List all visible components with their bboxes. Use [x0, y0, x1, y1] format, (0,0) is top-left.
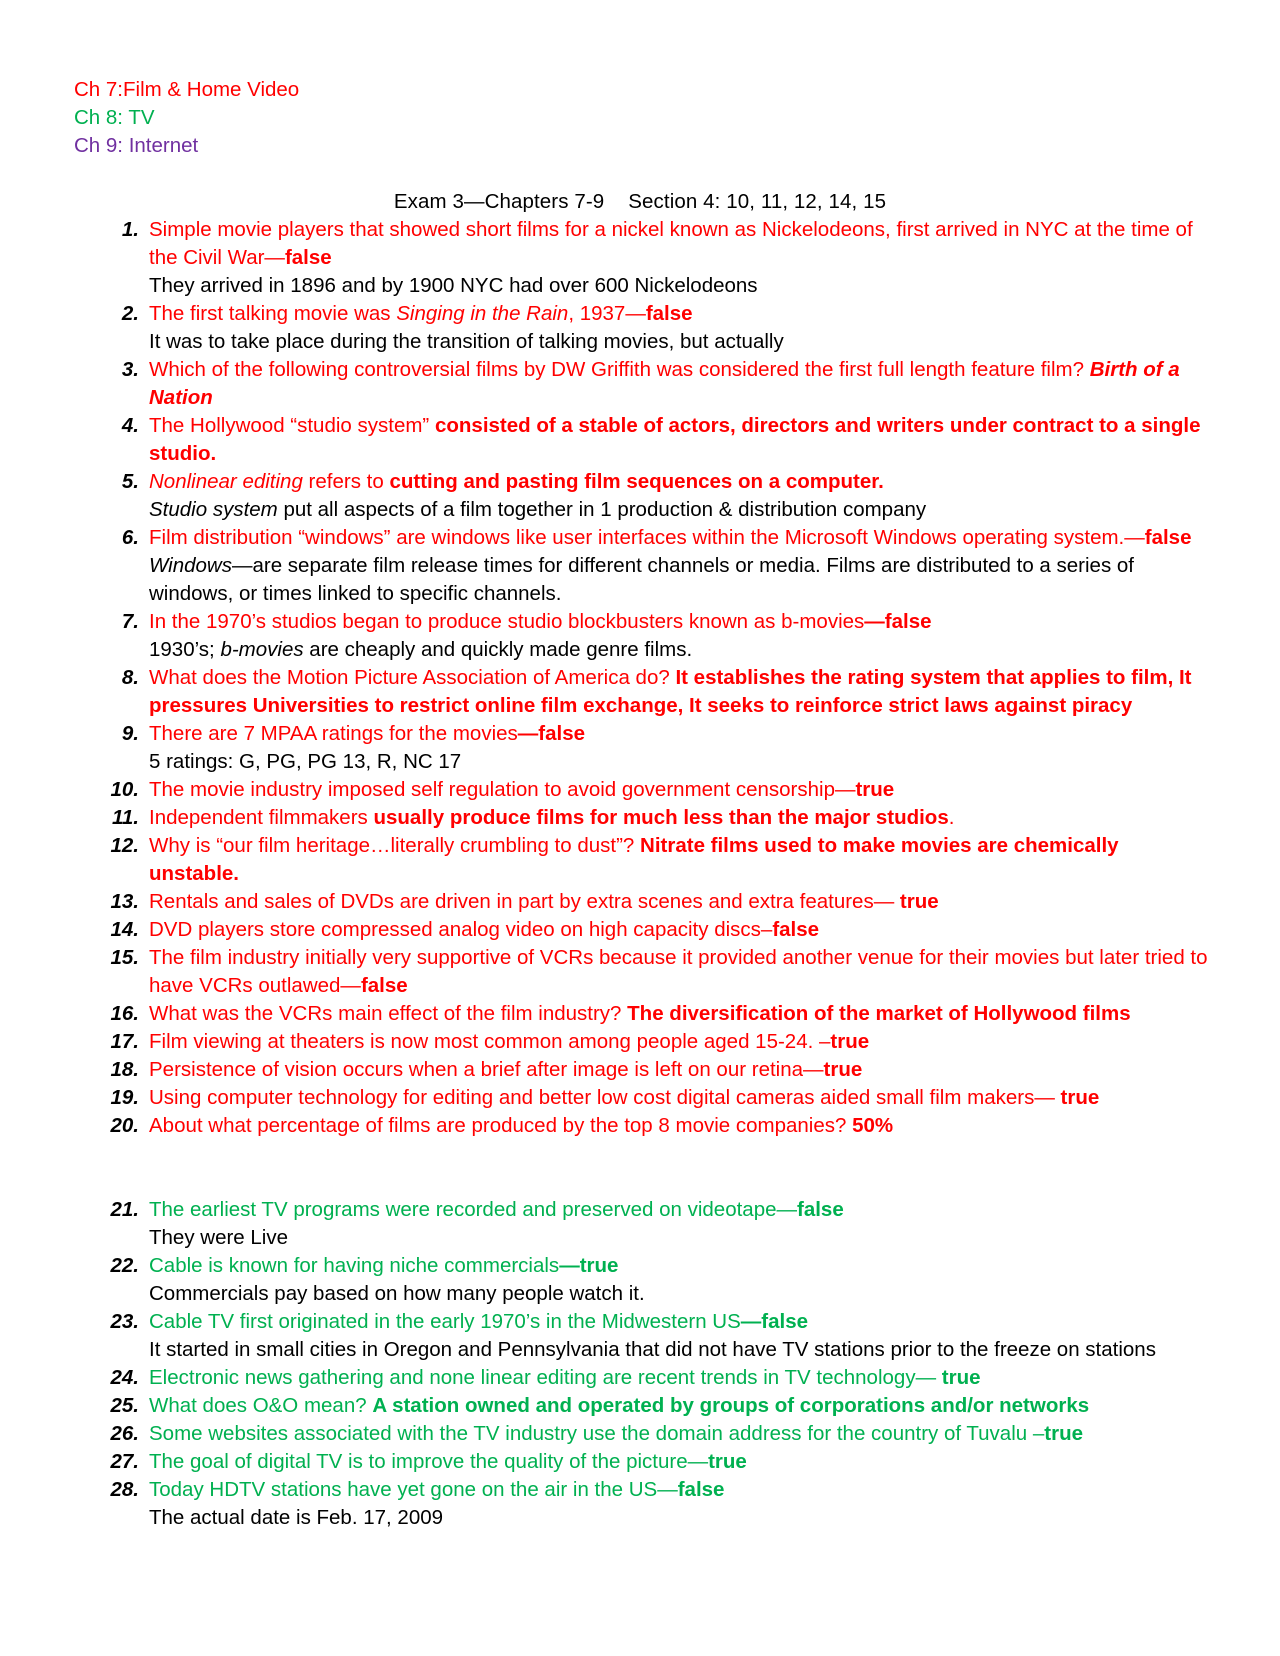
question-stem: About what percentage of films are produced by the top 8 movie companies? [149, 1114, 853, 1137]
chapter-9-label: Ch 9: Internet [74, 134, 199, 157]
question-number: 20. [110, 1114, 139, 1137]
question-stem-end: . [948, 806, 955, 829]
question-stem: The earliest TV programs were recorded and preserved on videotape— [149, 1198, 797, 1221]
question-answer: true [1044, 1422, 1083, 1445]
question-item [0, 664, 1280, 720]
question-number: 26. [110, 1422, 139, 1445]
question-stem: The Hollywood “studio system” [149, 414, 435, 437]
question-answer: 50% [852, 1114, 894, 1137]
answer-explanation [149, 1336, 1208, 1364]
question-item [0, 832, 1280, 888]
question-text [149, 1392, 1208, 1420]
exam-title [0, 188, 1280, 216]
question-answer: false [1144, 526, 1192, 549]
question-italic-term: Nonlinear editing [149, 470, 303, 493]
question-number: 21. [110, 1198, 139, 1221]
question-text [149, 1112, 1208, 1140]
explanation-text: Commercials pay based on how many people watch it. [149, 1282, 645, 1305]
answer-explanation [149, 1504, 1208, 1532]
question-item [0, 776, 1280, 804]
question-item [0, 1028, 1280, 1056]
explanation-italic-term: b-movies [220, 638, 304, 661]
question-number: 25. [110, 1394, 139, 1417]
question-item [0, 300, 1280, 356]
question-answer: cutting and pasting film sequences on a computer. [389, 470, 884, 493]
question-item [0, 412, 1280, 468]
question-stem: Persistence of vision occurs when a brief after image is left on our retina— [149, 1058, 824, 1081]
question-answer: It establishes the rating system that applies to film, It pressures Universities to restrict online film exchange, It seeks to reinforce strict laws against piracy [149, 666, 1192, 717]
question-text [149, 776, 1208, 804]
explanation-text: put all aspects of a film together in 1 production & distribution company [277, 498, 927, 521]
question-answer: true [830, 1030, 870, 1053]
question-item [0, 468, 1280, 524]
question-stem: Cable TV first originated in the early 1970’s in the Midwestern US [149, 1310, 741, 1333]
question-stem-continued: , 1937— [568, 302, 646, 325]
question-text [149, 608, 1208, 636]
question-answer: consisted of a stable of actors, directors and writers under contract to a single studio. [149, 414, 1201, 465]
answer-explanation [149, 496, 1208, 524]
question-text [149, 832, 1208, 888]
question-answer: false [360, 974, 408, 997]
question-answer: true [708, 1450, 747, 1473]
question-item [0, 1364, 1280, 1392]
question-answer: false [772, 918, 820, 941]
question-text [149, 300, 1208, 328]
question-item [0, 1308, 1280, 1364]
question-answer: true [855, 778, 895, 801]
question-item [0, 356, 1280, 412]
question-number: 1. [121, 218, 139, 241]
explanation-text: —are separate film release times for different channels or media. Films are distributed to a series of windows, or times linked to specific channels. [149, 554, 1135, 605]
question-text [149, 216, 1208, 272]
question-item [0, 1476, 1280, 1532]
question-text [149, 720, 1208, 748]
question-stem: The first talking movie was [149, 302, 397, 325]
question-text [149, 1308, 1208, 1336]
explanation-text: They were Live [149, 1226, 289, 1249]
question-number: 9. [121, 722, 139, 745]
question-text [149, 944, 1208, 1000]
question-number: 5. [121, 470, 139, 493]
question-answer: true [823, 1058, 863, 1081]
explanation-text: They arrived in 1896 and by 1900 NYC had over 600 Nickelodeons [149, 274, 758, 297]
question-number: 10. [110, 778, 139, 801]
question-number: 7. [121, 610, 139, 633]
question-item [0, 944, 1280, 1000]
exam-title-section: Section 4: 10, 11, 12, 14, 15 [628, 190, 887, 213]
question-number: 15. [110, 946, 139, 969]
question-italic-term: Singing in the Rain [396, 302, 569, 325]
answer-explanation [149, 748, 1208, 776]
question-item [0, 1196, 1280, 1252]
question-number: 17. [110, 1030, 139, 1053]
chapter-7-label: Ch 7:Film & Home Video [74, 78, 300, 101]
question-number: 13. [110, 890, 139, 913]
question-stem: The film industry initially very supportive of VCRs because it provided another venue for their movies but later tried to have VCRs outlawed— [149, 946, 1208, 997]
question-item [0, 1420, 1280, 1448]
question-stem: In the 1970’s studios began to produce studio blockbusters known as b-movies [149, 610, 865, 633]
question-text [149, 1196, 1208, 1224]
question-number: 6. [121, 526, 139, 549]
section-spacer [0, 1140, 1280, 1196]
question-answer: —true [559, 1254, 619, 1277]
question-stem: Today HDTV stations have yet gone on the air in the US— [149, 1478, 678, 1501]
question-number: 3. [121, 358, 139, 381]
question-number: 28. [110, 1478, 139, 1501]
question-stem: Which of the following controversial films by DW Griffith was considered the first full length feature film? [149, 358, 1090, 381]
question-item [0, 1392, 1280, 1420]
answer-explanation [149, 272, 1208, 300]
question-answer: false [797, 1198, 844, 1221]
question-item [0, 524, 1280, 608]
question-stem: Some websites associated with the TV industry use the domain address for the country of Tuvalu – [149, 1422, 1045, 1445]
question-answer: true [941, 1366, 981, 1389]
question-answer: false [645, 302, 693, 325]
question-number: 4. [121, 414, 139, 437]
question-answer: false [284, 246, 332, 269]
question-text [149, 1448, 1208, 1476]
explanation-prefix: 1930’s; [149, 638, 221, 661]
question-text [149, 356, 1208, 412]
explanation-italic-term: Windows [149, 554, 232, 577]
question-stem: What does O&O mean? [149, 1394, 373, 1417]
question-answer: true [899, 890, 939, 913]
question-text [149, 412, 1208, 468]
chapter-legend [74, 76, 299, 160]
question-answer: false [677, 1478, 725, 1501]
question-answer: Birth of a Nation [149, 358, 1180, 409]
question-stem: Electronic news gathering and none linear editing are recent trends in TV technology— [149, 1366, 942, 1389]
question-answer: —false [864, 610, 932, 633]
exam-title-main: Exam 3—Chapters 7-9 [393, 190, 605, 213]
question-number: 12. [110, 834, 139, 857]
question-item [0, 1084, 1280, 1112]
question-number: 8. [121, 666, 139, 689]
question-answer: usually produce films for much less than the major studios [373, 806, 949, 829]
question-text [149, 1252, 1208, 1280]
question-stem: The goal of digital TV is to improve the quality of the picture— [149, 1450, 709, 1473]
question-text [149, 1476, 1208, 1504]
question-text [149, 1364, 1208, 1392]
answer-explanation [149, 1224, 1208, 1252]
question-answer: true [1060, 1086, 1100, 1109]
question-stem: The movie industry imposed self regulation to avoid government censorship— [149, 778, 856, 801]
question-answer: The diversification of the market of Hollywood films [627, 1002, 1131, 1025]
question-list [0, 216, 1280, 1532]
question-text [149, 1420, 1208, 1448]
explanation-text: 5 ratings: G, PG, PG 13, R, NC 17 [149, 750, 462, 773]
question-stem: Rentals and sales of DVDs are driven in part by extra scenes and extra features— [149, 890, 900, 913]
question-answer: A station owned and operated by groups of corporations and/or networks [372, 1394, 1090, 1417]
question-number: 16. [110, 1002, 139, 1025]
question-text [149, 1028, 1208, 1056]
question-number: 11. [112, 806, 139, 829]
question-stem: Film viewing at theaters is now most common among people aged 15-24. – [149, 1030, 831, 1053]
question-number: 18. [110, 1058, 139, 1081]
explanation-text: are cheaply and quickly made genre films. [303, 638, 693, 661]
question-stem: Why is “our film heritage…literally crumbling to dust”? [149, 834, 641, 857]
chapter-8-label: Ch 8: TV [74, 106, 155, 129]
question-number: 19. [110, 1086, 139, 1109]
question-item [0, 1252, 1280, 1308]
answer-explanation [149, 328, 1208, 356]
question-item [0, 888, 1280, 916]
question-text [149, 468, 1208, 496]
question-stem: There are 7 MPAA ratings for the movies [149, 722, 518, 745]
question-stem: What does the Motion Picture Association of America do? [149, 666, 676, 689]
question-number: 27. [110, 1450, 139, 1473]
question-stem-continued: refers to [302, 470, 390, 493]
question-number: 22. [110, 1254, 139, 1277]
question-item [0, 804, 1280, 832]
question-item [0, 1000, 1280, 1028]
question-item [0, 216, 1280, 300]
explanation-italic-term: Studio system [149, 498, 278, 521]
question-item [0, 916, 1280, 944]
question-item [0, 1448, 1280, 1476]
question-item [0, 608, 1280, 664]
question-stem: Using computer technology for editing and better low cost digital cameras aided small film makers— [149, 1086, 1061, 1109]
question-text [149, 888, 1208, 916]
question-text [149, 664, 1208, 720]
question-number: 23. [110, 1310, 139, 1333]
explanation-text: It started in small cities in Oregon and Pennsylvania that did not have TV stations prior to the freeze on stations [149, 1338, 1156, 1361]
answer-explanation [149, 552, 1208, 608]
question-number: 2. [121, 302, 139, 325]
explanation-text: The actual date is Feb. 17, 2009 [149, 1506, 444, 1529]
question-stem: DVD players store compressed analog video on high capacity discs– [149, 918, 773, 941]
answer-explanation [149, 636, 1208, 664]
question-answer: —false [740, 1310, 809, 1333]
question-item [0, 1112, 1280, 1140]
question-answer: —false [517, 722, 586, 745]
question-stem: What was the VCRs main effect of the film industry? [149, 1002, 628, 1025]
question-item [0, 720, 1280, 776]
question-text [149, 804, 1208, 832]
question-stem: Independent filmmakers [149, 806, 374, 829]
question-text [149, 916, 1208, 944]
question-text [149, 1000, 1208, 1028]
question-item [0, 1056, 1280, 1084]
answer-explanation [149, 1280, 1208, 1308]
explanation-text: It was to take place during the transition of talking movies, but actually [149, 330, 784, 353]
question-text [149, 1056, 1208, 1084]
question-answer: Nitrate films used to make movies are chemically unstable. [149, 834, 1119, 885]
question-text [149, 1084, 1208, 1112]
question-stem: Film distribution “windows” are windows like user interfaces within the Microsoft Windows operating system.— [149, 526, 1145, 549]
question-stem: Cable is known for having niche commercials [149, 1254, 560, 1277]
question-text [149, 524, 1208, 552]
question-number: 14. [110, 918, 139, 941]
question-number: 24. [110, 1366, 139, 1389]
question-stem: Simple movie players that showed short films for a nickel known as Nickelodeons, first arrived in NYC at the time of the Civil War— [149, 218, 1193, 269]
